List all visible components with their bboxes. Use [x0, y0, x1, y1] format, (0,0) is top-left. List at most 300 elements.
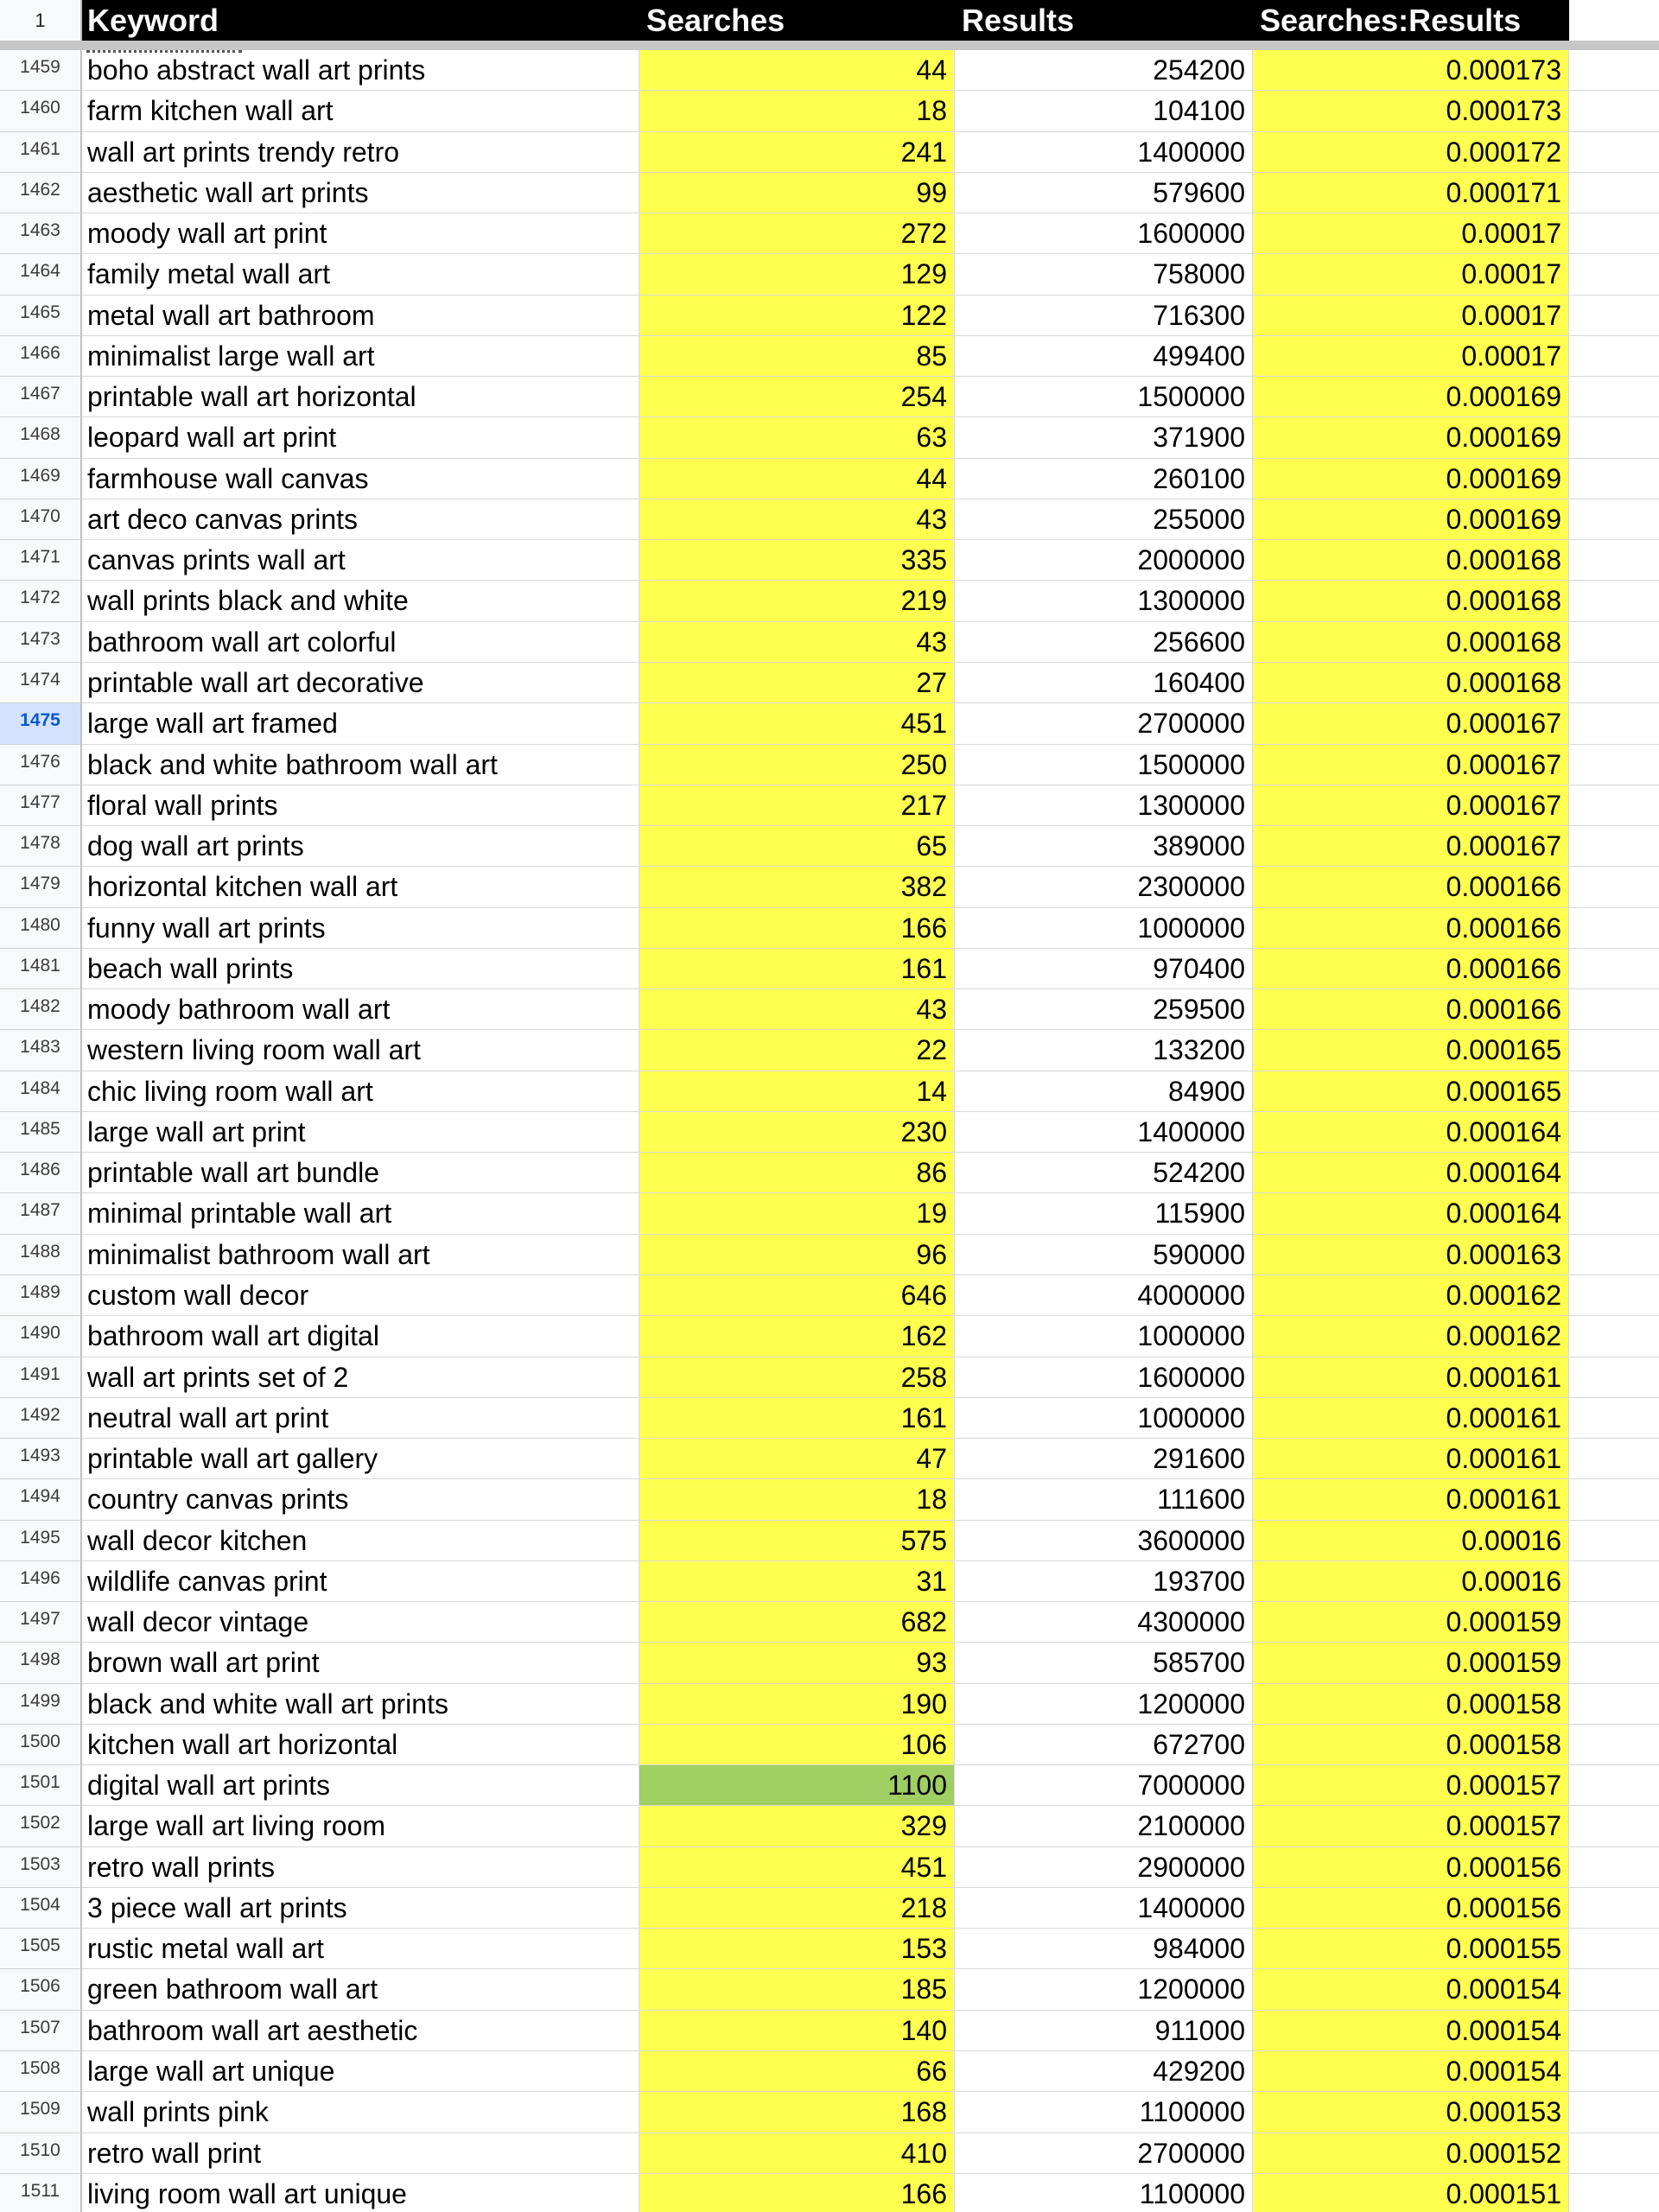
table-row[interactable] — [0, 1602, 1659, 1643]
ratio-cell[interactable]: 0.000161 — [1253, 1357, 1569, 1398]
row-number[interactable]: 1460 — [0, 91, 82, 131]
keyword-cell[interactable]: kitchen wall art horizontal — [82, 1725, 639, 1765]
table-row[interactable] — [0, 1193, 1659, 1234]
searches-cell[interactable]: 96 — [639, 1235, 955, 1275]
ratio-cell[interactable]: 0.000152 — [1253, 2133, 1569, 2174]
searches-cell[interactable]: 66 — [639, 2051, 955, 2092]
table-row[interactable] — [0, 1847, 1659, 1888]
row-number[interactable]: 1494 — [0, 1479, 82, 1520]
searches-cell[interactable]: 86 — [639, 1153, 955, 1193]
table-row[interactable] — [0, 908, 1659, 949]
empty-cell[interactable] — [1569, 1193, 1659, 1234]
table-row[interactable] — [0, 1316, 1659, 1357]
keyword-cell[interactable]: farmhouse wall canvas — [82, 459, 639, 499]
ratio-cell[interactable]: 0.000165 — [1253, 1030, 1569, 1071]
results-cell[interactable]: 524200 — [955, 1153, 1253, 1193]
table-row[interactable] — [0, 50, 1659, 91]
keyword-cell[interactable]: large wall art living room — [82, 1806, 639, 1847]
keyword-cell[interactable]: family metal wall art — [82, 254, 639, 295]
table-row[interactable] — [0, 2011, 1659, 2051]
ratio-cell[interactable]: 0.000161 — [1253, 1439, 1569, 1479]
results-cell[interactable]: 1600000 — [955, 1357, 1253, 1398]
ratio-cell[interactable]: 0.00016 — [1253, 1521, 1569, 1561]
results-cell[interactable]: 672700 — [955, 1725, 1253, 1765]
table-row[interactable] — [0, 1479, 1659, 1520]
ratio-cell[interactable]: 0.000171 — [1253, 173, 1569, 213]
results-cell[interactable]: 1200000 — [955, 1684, 1253, 1725]
row-number[interactable]: 1480 — [0, 908, 82, 949]
searches-cell[interactable]: 129 — [639, 254, 955, 295]
ratio-cell[interactable]: 0.000168 — [1253, 581, 1569, 621]
results-cell[interactable]: 111600 — [955, 1479, 1253, 1520]
keyword-cell[interactable]: wall art prints set of 2 — [82, 1357, 639, 1398]
results-cell[interactable]: 291600 — [955, 1439, 1253, 1479]
row-number[interactable]: 1463 — [0, 213, 82, 254]
row-number[interactable]: 1485 — [0, 1112, 82, 1153]
table-row[interactable] — [0, 2092, 1659, 2133]
ratio-cell[interactable]: 0.000172 — [1253, 132, 1569, 173]
table-row[interactable] — [0, 989, 1659, 1030]
results-cell[interactable]: 758000 — [955, 254, 1253, 295]
row-number[interactable]: 1489 — [0, 1275, 82, 1316]
keyword-cell[interactable]: large wall art print — [82, 1112, 639, 1153]
keyword-cell[interactable]: bathroom wall art digital — [82, 1316, 639, 1357]
row-number[interactable]: 1486 — [0, 1153, 82, 1193]
row-number[interactable]: 1459 — [0, 50, 82, 91]
ratio-cell[interactable]: 0.000154 — [1253, 2051, 1569, 2092]
empty-cell[interactable] — [1569, 785, 1659, 826]
results-cell[interactable]: 4000000 — [955, 1275, 1253, 1316]
searches-cell[interactable]: 65 — [639, 826, 955, 867]
empty-cell[interactable] — [1569, 1969, 1659, 2010]
table-row[interactable] — [0, 663, 1659, 703]
empty-cell[interactable] — [1569, 622, 1659, 663]
results-cell[interactable]: 254200 — [955, 50, 1253, 91]
searches-cell[interactable]: 190 — [639, 1684, 955, 1725]
empty-cell[interactable] — [1569, 1112, 1659, 1153]
table-row[interactable] — [0, 213, 1659, 254]
empty-cell[interactable] — [1569, 173, 1659, 213]
empty-cell[interactable] — [1569, 989, 1659, 1030]
results-cell[interactable]: 1500000 — [955, 377, 1253, 417]
searches-cell[interactable]: 43 — [639, 989, 955, 1030]
table-row[interactable] — [0, 581, 1659, 621]
searches-cell[interactable]: 250 — [639, 745, 955, 785]
ratio-cell[interactable]: 0.000154 — [1253, 1969, 1569, 2010]
searches-cell[interactable]: 161 — [639, 1398, 955, 1439]
ratio-cell[interactable]: 0.000173 — [1253, 50, 1569, 91]
keyword-cell[interactable]: printable wall art gallery — [82, 1439, 639, 1479]
keyword-cell[interactable]: moody wall art print — [82, 213, 639, 254]
row-number[interactable]: 1464 — [0, 254, 82, 295]
empty-cell[interactable] — [1569, 2051, 1659, 2092]
table-row[interactable] — [0, 1725, 1659, 1765]
searches-cell[interactable]: 43 — [639, 499, 955, 540]
ratio-cell[interactable]: 0.000156 — [1253, 1888, 1569, 1929]
ratio-cell[interactable]: 0.000167 — [1253, 785, 1569, 826]
ratio-cell[interactable]: 0.000159 — [1253, 1643, 1569, 1683]
ratio-cell[interactable]: 0.00017 — [1253, 254, 1569, 295]
row-number[interactable]: 1511 — [0, 2174, 82, 2212]
ratio-cell[interactable]: 0.000164 — [1253, 1193, 1569, 1234]
keyword-cell[interactable]: neutral wall art print — [82, 1398, 639, 1439]
keyword-cell[interactable]: wall art prints trendy retro — [82, 132, 639, 173]
ratio-cell[interactable]: 0.000167 — [1253, 826, 1569, 867]
searches-cell[interactable]: 1100 — [639, 1765, 955, 1806]
table-row[interactable] — [0, 1969, 1659, 2010]
table-row[interactable] — [0, 1235, 1659, 1275]
ratio-cell[interactable]: 0.000162 — [1253, 1275, 1569, 1316]
table-row[interactable] — [0, 540, 1659, 581]
row-number[interactable]: 1497 — [0, 1602, 82, 1643]
row-number[interactable]: 1503 — [0, 1847, 82, 1888]
ratio-cell[interactable]: 0.000151 — [1253, 2174, 1569, 2212]
row-number[interactable]: 1488 — [0, 1235, 82, 1275]
results-cell[interactable]: 389000 — [955, 826, 1253, 867]
ratio-cell[interactable]: 0.000166 — [1253, 908, 1569, 949]
table-row[interactable] — [0, 336, 1659, 377]
searches-cell[interactable]: 106 — [639, 1725, 955, 1765]
empty-cell[interactable] — [1569, 1479, 1659, 1520]
searches-cell[interactable]: 93 — [639, 1643, 955, 1683]
ratio-cell[interactable]: 0.000165 — [1253, 1071, 1569, 1112]
keyword-cell[interactable]: printable wall art decorative — [82, 663, 639, 703]
row-number[interactable]: 1461 — [0, 132, 82, 173]
row-number[interactable]: 1475 — [0, 703, 82, 744]
keyword-cell[interactable]: black and white wall art prints — [82, 1684, 639, 1725]
empty-cell[interactable] — [1569, 1316, 1659, 1357]
ratio-cell[interactable]: 0.000155 — [1253, 1929, 1569, 1969]
keyword-cell[interactable]: retro wall print — [82, 2133, 639, 2174]
row-number[interactable]: 1487 — [0, 1193, 82, 1234]
results-cell[interactable]: 259500 — [955, 989, 1253, 1030]
row-number[interactable]: 1471 — [0, 540, 82, 581]
table-row[interactable] — [0, 1030, 1659, 1071]
keyword-cell[interactable]: printable wall art bundle — [82, 1153, 639, 1193]
searches-cell[interactable]: 18 — [639, 91, 955, 131]
table-row[interactable] — [0, 745, 1659, 785]
ratio-cell[interactable]: 0.000161 — [1253, 1398, 1569, 1439]
empty-cell[interactable] — [1569, 1643, 1659, 1683]
keyword-cell[interactable]: wall prints pink — [82, 2092, 639, 2133]
row-number[interactable]: 1473 — [0, 622, 82, 663]
searches-cell[interactable]: 230 — [639, 1112, 955, 1153]
results-cell[interactable]: 193700 — [955, 1561, 1253, 1602]
keyword-cell[interactable]: western living room wall art — [82, 1030, 639, 1071]
row-number[interactable]: 1472 — [0, 581, 82, 621]
results-cell[interactable]: 4300000 — [955, 1602, 1253, 1643]
table-row[interactable] — [0, 1806, 1659, 1847]
row-number[interactable]: 1504 — [0, 1888, 82, 1929]
keyword-cell[interactable]: rustic metal wall art — [82, 1929, 639, 1969]
row-number-header[interactable]: 1 — [0, 0, 82, 41]
table-row[interactable] — [0, 254, 1659, 295]
empty-cell[interactable] — [1569, 459, 1659, 499]
ratio-cell[interactable]: 0.000157 — [1253, 1806, 1569, 1847]
ratio-cell[interactable]: 0.000169 — [1253, 499, 1569, 540]
row-number[interactable]: 1467 — [0, 377, 82, 417]
results-cell[interactable]: 499400 — [955, 336, 1253, 377]
searches-cell[interactable]: 272 — [639, 213, 955, 254]
results-cell[interactable]: 7000000 — [955, 1765, 1253, 1806]
empty-cell[interactable] — [1569, 2011, 1659, 2051]
table-row[interactable] — [0, 1071, 1659, 1112]
searches-cell[interactable]: 162 — [639, 1316, 955, 1357]
empty-cell[interactable] — [1569, 1888, 1659, 1929]
searches-cell[interactable]: 575 — [639, 1521, 955, 1561]
results-cell[interactable]: 1300000 — [955, 581, 1253, 621]
row-number[interactable]: 1470 — [0, 499, 82, 540]
row-number[interactable]: 1490 — [0, 1316, 82, 1357]
searches-cell[interactable]: 185 — [639, 1969, 955, 2010]
row-number[interactable]: 1506 — [0, 1969, 82, 2010]
keyword-cell[interactable]: floral wall prints — [82, 785, 639, 826]
row-number[interactable]: 1510 — [0, 2133, 82, 2174]
keyword-cell[interactable]: bathroom wall art aesthetic — [82, 2011, 639, 2051]
table-row[interactable] — [0, 91, 1659, 131]
searches-cell[interactable]: 18 — [639, 1479, 955, 1520]
empty-cell[interactable] — [1569, 1439, 1659, 1479]
keyword-cell[interactable]: dog wall art prints — [82, 826, 639, 867]
empty-cell[interactable] — [1569, 581, 1659, 621]
searches-cell[interactable]: 166 — [639, 908, 955, 949]
table-row[interactable] — [0, 1765, 1659, 1806]
table-row[interactable] — [0, 1929, 1659, 1969]
empty-cell[interactable] — [1569, 1071, 1659, 1112]
keyword-cell[interactable]: black and white bathroom wall art — [82, 745, 639, 785]
empty-cell[interactable] — [1569, 91, 1659, 131]
row-number[interactable]: 1483 — [0, 1030, 82, 1071]
results-cell[interactable]: 371900 — [955, 417, 1253, 458]
keyword-cell[interactable]: leopard wall art print — [82, 417, 639, 458]
keyword-cell[interactable]: beach wall prints — [82, 949, 639, 989]
keyword-cell[interactable]: aesthetic wall art prints — [82, 173, 639, 213]
results-cell[interactable]: 579600 — [955, 173, 1253, 213]
keyword-cell[interactable]: moody bathroom wall art — [82, 989, 639, 1030]
empty-cell[interactable] — [1569, 1561, 1659, 1602]
empty-cell[interactable] — [1569, 826, 1659, 867]
searches-cell[interactable]: 646 — [639, 1275, 955, 1316]
row-number[interactable]: 1501 — [0, 1765, 82, 1806]
keyword-cell[interactable]: custom wall decor — [82, 1275, 639, 1316]
ratio-cell[interactable]: 0.000167 — [1253, 745, 1569, 785]
keyword-cell[interactable]: wall prints black and white — [82, 581, 639, 621]
row-number[interactable]: 1493 — [0, 1439, 82, 1479]
searches-cell[interactable]: 63 — [639, 417, 955, 458]
empty-cell[interactable] — [1569, 1765, 1659, 1806]
results-cell[interactable]: 3600000 — [955, 1521, 1253, 1561]
empty-cell[interactable] — [1569, 50, 1659, 91]
searches-cell[interactable]: 682 — [639, 1602, 955, 1643]
table-row[interactable] — [0, 417, 1659, 458]
table-row[interactable] — [0, 785, 1659, 826]
row-number[interactable]: 1509 — [0, 2092, 82, 2133]
keyword-cell[interactable]: large wall art unique — [82, 2051, 639, 2092]
table-row[interactable] — [0, 2174, 1659, 2212]
ratio-cell[interactable]: 0.000154 — [1253, 2011, 1569, 2051]
column-header-results[interactable]: Results — [962, 3, 1075, 38]
keyword-cell[interactable]: living room wall art unique — [82, 2174, 639, 2212]
keyword-cell[interactable]: printable wall art horizontal — [82, 377, 639, 417]
empty-cell[interactable] — [1569, 1806, 1659, 1847]
ratio-cell[interactable]: 0.000169 — [1253, 459, 1569, 499]
searches-cell[interactable]: 44 — [639, 459, 955, 499]
results-cell[interactable]: 260100 — [955, 459, 1253, 499]
keyword-cell[interactable]: large wall art framed — [82, 703, 639, 744]
ratio-cell[interactable]: 0.000156 — [1253, 1847, 1569, 1888]
searches-cell[interactable]: 166 — [639, 2174, 955, 2212]
results-cell[interactable]: 1400000 — [955, 1888, 1253, 1929]
results-cell[interactable]: 1400000 — [955, 132, 1253, 173]
searches-cell[interactable]: 122 — [639, 296, 955, 336]
table-row[interactable] — [0, 377, 1659, 417]
searches-cell[interactable]: 451 — [639, 1847, 955, 1888]
table-row[interactable] — [0, 296, 1659, 336]
ratio-cell[interactable]: 0.000169 — [1253, 417, 1569, 458]
results-cell[interactable]: 590000 — [955, 1235, 1253, 1275]
searches-cell[interactable]: 254 — [639, 377, 955, 417]
row-number[interactable]: 1491 — [0, 1357, 82, 1398]
empty-cell[interactable] — [1569, 663, 1659, 703]
table-row[interactable] — [0, 1521, 1659, 1561]
searches-cell[interactable]: 241 — [639, 132, 955, 173]
row-number[interactable]: 1478 — [0, 826, 82, 867]
ratio-cell[interactable]: 0.000163 — [1253, 1235, 1569, 1275]
ratio-cell[interactable]: 0.000158 — [1253, 1684, 1569, 1725]
ratio-cell[interactable]: 0.00017 — [1253, 336, 1569, 377]
keyword-cell[interactable]: chic living room wall art — [82, 1071, 639, 1112]
ratio-cell[interactable]: 0.000168 — [1253, 622, 1569, 663]
ratio-cell[interactable]: 0.000153 — [1253, 2092, 1569, 2133]
table-row[interactable] — [0, 1153, 1659, 1193]
table-row[interactable] — [0, 2133, 1659, 2174]
row-number[interactable]: 1508 — [0, 2051, 82, 2092]
results-cell[interactable]: 911000 — [955, 2011, 1253, 2051]
table-row[interactable] — [0, 173, 1659, 213]
row-number[interactable]: 1462 — [0, 173, 82, 213]
keyword-cell[interactable]: minimal printable wall art — [82, 1193, 639, 1234]
searches-cell[interactable]: 19 — [639, 1193, 955, 1234]
empty-cell[interactable] — [1569, 377, 1659, 417]
searches-cell[interactable]: 382 — [639, 867, 955, 907]
results-cell[interactable]: 160400 — [955, 663, 1253, 703]
row-number[interactable]: 1481 — [0, 949, 82, 989]
results-cell[interactable]: 1000000 — [955, 1316, 1253, 1357]
results-cell[interactable]: 1600000 — [955, 213, 1253, 254]
table-row[interactable] — [0, 703, 1659, 744]
table-row[interactable] — [0, 1643, 1659, 1683]
table-row[interactable] — [0, 949, 1659, 989]
results-cell[interactable]: 256600 — [955, 622, 1253, 663]
row-number[interactable]: 1499 — [0, 1684, 82, 1725]
results-cell[interactable]: 1100000 — [955, 2174, 1253, 2212]
column-header-searches-results[interactable]: Searches:Results — [1260, 3, 1522, 38]
searches-cell[interactable]: 140 — [639, 2011, 955, 2051]
row-number[interactable]: 1507 — [0, 2011, 82, 2051]
ratio-cell[interactable]: 0.000167 — [1253, 703, 1569, 744]
results-cell[interactable]: 2100000 — [955, 1806, 1253, 1847]
searches-cell[interactable]: 219 — [639, 581, 955, 621]
row-number[interactable]: 1474 — [0, 663, 82, 703]
searches-cell[interactable]: 31 — [639, 1561, 955, 1602]
table-row[interactable] — [0, 459, 1659, 499]
ratio-cell[interactable]: 0.000173 — [1253, 91, 1569, 131]
results-cell[interactable]: 2000000 — [955, 540, 1253, 581]
keyword-cell[interactable]: minimalist bathroom wall art — [82, 1235, 639, 1275]
table-row[interactable] — [0, 1684, 1659, 1725]
results-cell[interactable]: 104100 — [955, 91, 1253, 131]
row-number[interactable]: 1469 — [0, 459, 82, 499]
ratio-cell[interactable]: 0.000166 — [1253, 949, 1569, 989]
empty-cell[interactable] — [1569, 867, 1659, 907]
searches-cell[interactable]: 161 — [639, 949, 955, 989]
empty-cell[interactable] — [1569, 2092, 1659, 2133]
row-number[interactable]: 1468 — [0, 417, 82, 458]
table-row[interactable] — [0, 132, 1659, 173]
empty-cell[interactable] — [1569, 745, 1659, 785]
results-cell[interactable]: 984000 — [955, 1929, 1253, 1969]
results-cell[interactable]: 2900000 — [955, 1847, 1253, 1888]
empty-cell[interactable] — [1569, 2174, 1659, 2212]
keyword-cell[interactable]: country canvas prints — [82, 1479, 639, 1520]
empty-cell[interactable] — [1569, 1153, 1659, 1193]
searches-cell[interactable]: 99 — [639, 173, 955, 213]
keyword-cell[interactable]: wall decor kitchen — [82, 1521, 639, 1561]
ratio-cell[interactable]: 0.000166 — [1253, 867, 1569, 907]
searches-cell[interactable]: 451 — [639, 703, 955, 744]
results-cell[interactable]: 1000000 — [955, 1398, 1253, 1439]
results-cell[interactable]: 1000000 — [955, 908, 1253, 949]
empty-cell[interactable] — [1569, 1357, 1659, 1398]
searches-cell[interactable]: 329 — [639, 1806, 955, 1847]
empty-cell[interactable] — [1569, 1929, 1659, 1969]
ratio-cell[interactable]: 0.000162 — [1253, 1316, 1569, 1357]
keyword-cell[interactable]: digital wall art prints — [82, 1765, 639, 1806]
searches-cell[interactable]: 85 — [639, 336, 955, 377]
ratio-cell[interactable]: 0.000164 — [1253, 1153, 1569, 1193]
table-row[interactable] — [0, 499, 1659, 540]
ratio-cell[interactable]: 0.000157 — [1253, 1765, 1569, 1806]
empty-cell[interactable] — [1569, 417, 1659, 458]
empty-cell[interactable] — [1569, 1521, 1659, 1561]
keyword-cell[interactable]: metal wall art bathroom — [82, 296, 639, 336]
row-number[interactable]: 1496 — [0, 1561, 82, 1602]
ratio-cell[interactable]: 0.000161 — [1253, 1479, 1569, 1520]
results-cell[interactable]: 970400 — [955, 949, 1253, 989]
row-number[interactable]: 1479 — [0, 867, 82, 907]
table-row[interactable] — [0, 1112, 1659, 1153]
results-cell[interactable]: 115900 — [955, 1193, 1253, 1234]
results-cell[interactable]: 1400000 — [955, 1112, 1253, 1153]
keyword-cell[interactable]: retro wall prints — [82, 1847, 639, 1888]
searches-cell[interactable]: 217 — [639, 785, 955, 826]
keyword-cell[interactable]: canvas prints wall art — [82, 540, 639, 581]
keyword-cell[interactable]: brown wall art print — [82, 1643, 639, 1683]
empty-cell[interactable] — [1569, 213, 1659, 254]
searches-cell[interactable]: 44 — [639, 50, 955, 91]
table-row[interactable] — [0, 1439, 1659, 1479]
empty-cell[interactable] — [1569, 703, 1659, 744]
empty-cell[interactable] — [1569, 499, 1659, 540]
empty-cell[interactable] — [1569, 1847, 1659, 1888]
searches-cell[interactable]: 218 — [639, 1888, 955, 1929]
keyword-cell[interactable]: minimalist large wall art — [82, 336, 639, 377]
keyword-cell[interactable]: art deco canvas prints — [82, 499, 639, 540]
searches-cell[interactable]: 22 — [639, 1030, 955, 1071]
results-cell[interactable]: 1100000 — [955, 2092, 1253, 2133]
ratio-cell[interactable]: 0.000168 — [1253, 663, 1569, 703]
empty-cell[interactable] — [1569, 1725, 1659, 1765]
